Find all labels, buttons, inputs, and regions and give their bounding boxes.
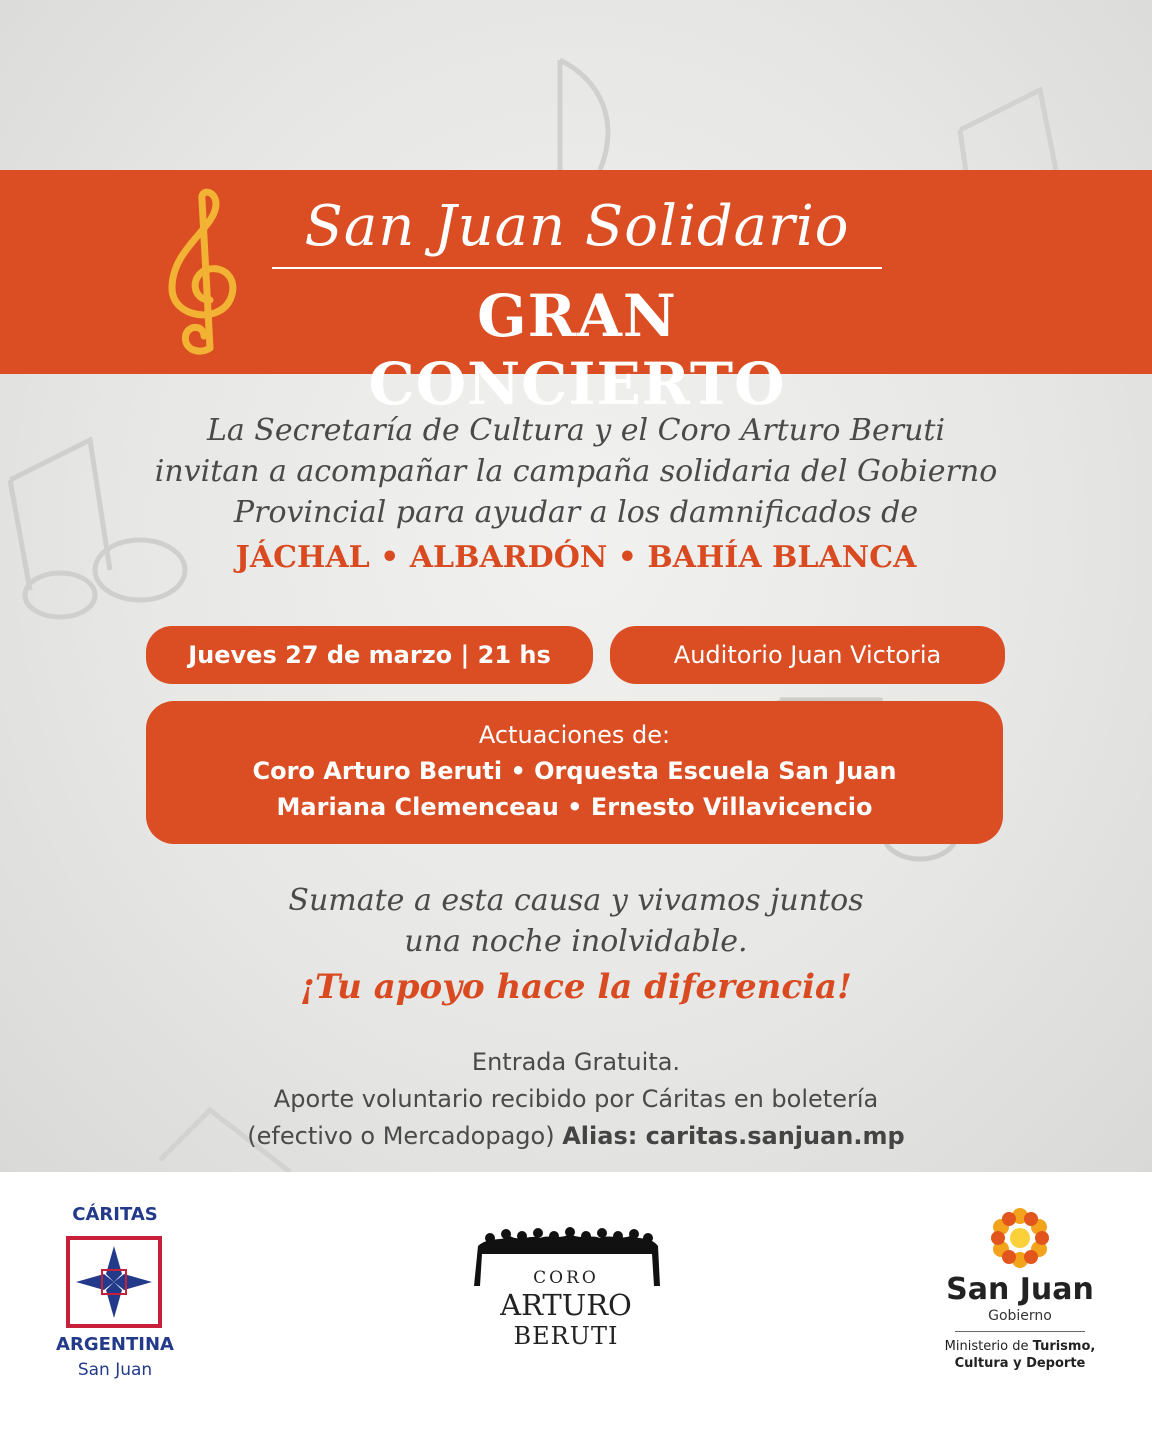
coro-logo-text: ARTURO [500, 1288, 632, 1322]
performers-line: Coro Arturo Beruti • Orquesta Escuela San Juan [252, 757, 897, 785]
caritas-cross-icon [64, 1234, 164, 1330]
donation-alias: Alias: caritas.sanjuan.mp [562, 1122, 905, 1150]
performers-box [146, 701, 1003, 844]
closing-line: Sumate a esta causa y vivamos juntos [288, 883, 864, 918]
intro-text [100, 410, 1052, 533]
ministry-bold: Turismo, [1032, 1339, 1096, 1354]
performers-line: Mariana Clemenceau • Ernesto Villavicencio [276, 793, 873, 821]
sanjuan-logo-divider [955, 1331, 1085, 1332]
ministry-text [925, 1339, 1115, 1354]
ministry-text: Cultura y Deporte [954, 1356, 1086, 1371]
entry-payment-text: (efectivo o Mercadopago) [247, 1122, 563, 1150]
intro-line: Provincial para ayudar a los damnificados de [233, 495, 919, 530]
intro-line: La Secretaría de Cultura y el Coro Arturo Beruti [206, 413, 946, 448]
sanjuan-logo-text: Gobierno [988, 1308, 1052, 1324]
event-title: GRAN CONCIERTO [368, 282, 786, 418]
affected-towns: JÁCHAL • ALBARDÓN • BAHÍA BLANCA [235, 540, 917, 575]
entry-line: Entrada Gratuita. [471, 1048, 681, 1076]
caritas-logo-text: ARGENTINA [56, 1334, 174, 1355]
event-subtitle: San Juan Solidario [304, 194, 850, 259]
event-date-pill: Jueves 27 de marzo | 21 hs [146, 626, 593, 684]
title-divider [272, 267, 882, 269]
entry-line [100, 1118, 1052, 1155]
caritas-logo-text: CÁRITAS [72, 1204, 158, 1225]
sun-flower-icon [988, 1206, 1052, 1270]
sanjuan-logo-text: San Juan [946, 1272, 1094, 1307]
coro-logo-text: CORO [533, 1268, 599, 1288]
coro-logo-text: BERUTI [513, 1322, 619, 1350]
closing-line: una noche inolvidable. [404, 924, 748, 959]
closing-text [150, 880, 1002, 962]
caritas-logo-text: San Juan [77, 1360, 153, 1380]
entry-info [100, 1044, 1052, 1155]
performers-heading: Actuaciones de: [478, 721, 671, 749]
treble-clef-icon [158, 188, 254, 358]
event-venue-pill: Auditorio Juan Victoria [610, 626, 1005, 684]
intro-line: invitan a acompañar la campaña solidaria del Gobierno [154, 454, 998, 489]
call-to-action: ¡Tu apoyo hace la diferencia! [300, 967, 852, 1007]
ministry-prefix: Ministerio de [944, 1339, 1033, 1354]
entry-line: Aporte voluntario recibido por Cáritas en boletería [273, 1085, 879, 1113]
